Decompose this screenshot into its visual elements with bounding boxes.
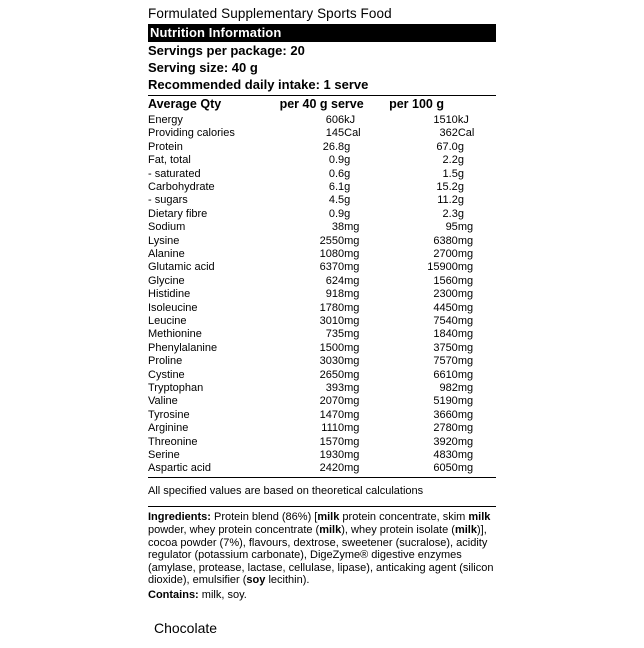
row-value-per-serve: 606 (325, 113, 345, 126)
row-value-per-100g: 3750 (433, 341, 458, 354)
row-nutrient-name: Phenylalanine (148, 341, 218, 354)
row-unit-per-serve: mg (344, 462, 360, 475)
row-nutrient-name: Fat, total (148, 154, 191, 167)
table-row (148, 462, 496, 475)
row-value-per-serve: 1110 (321, 422, 345, 435)
row-nutrient-name: Protein (148, 140, 183, 153)
row-unit-per-100g: g (457, 194, 464, 207)
row-unit-per-serve: kJ (344, 113, 356, 126)
row-unit-per-serve: g (344, 207, 351, 220)
row-nutrient-name: - saturated (148, 167, 201, 180)
row-nutrient-name: Energy (148, 113, 183, 126)
row-nutrient-name: Lysine (148, 234, 180, 247)
row-value-per-100g: 362 (439, 127, 458, 140)
row-unit-per-100g: mg (457, 274, 474, 287)
row-unit-per-100g: g (457, 180, 464, 193)
row-unit-per-100g: g (457, 140, 464, 153)
row-unit-per-100g: mg (457, 301, 474, 314)
table-row (148, 274, 496, 287)
table-row (148, 207, 496, 220)
row-value-per-serve: 6370 (319, 261, 345, 274)
row-value-per-serve: 145 (325, 127, 345, 140)
row-unit-per-serve: mg (344, 355, 360, 368)
row-value-per-100g: 1560 (433, 274, 458, 287)
table-row (148, 435, 496, 448)
row-nutrient-name: Tryptophan (148, 382, 204, 395)
row-unit-per-serve: g (344, 194, 351, 207)
row-value-per-serve: 393 (325, 382, 345, 395)
values-footnote: All specified values are based on theoretical calculations (148, 485, 424, 498)
table-row (148, 247, 496, 260)
table-row (148, 154, 496, 167)
row-nutrient-name: Glycine (148, 274, 185, 287)
serving-size: Serving size: 40 g (148, 60, 258, 75)
contains-paragraph (148, 589, 496, 602)
row-unit-per-serve: g (344, 140, 351, 153)
row-value-per-serve: 918 (325, 288, 345, 301)
table-row (148, 221, 496, 234)
row-unit-per-serve: Cal (344, 127, 361, 140)
row-unit-per-serve: mg (344, 288, 360, 301)
row-value-per-100g: 2.2 (442, 154, 458, 167)
row-unit-per-100g: mg (457, 341, 474, 354)
row-value-per-100g: 2700 (433, 247, 458, 260)
row-value-per-serve: 4.5 (328, 194, 345, 207)
row-unit-per-100g: g (457, 167, 464, 180)
ingredients-label: Ingredients: (148, 511, 211, 524)
row-value-per-serve: 1470 (319, 408, 345, 421)
row-unit-per-100g: mg (457, 408, 474, 421)
row-value-per-serve: 0.9 (328, 154, 345, 167)
row-unit-per-100g: mg (457, 422, 474, 435)
row-value-per-serve: 1930 (319, 449, 345, 462)
table-row (148, 261, 496, 274)
servings-per-package: Servings per package: 20 (148, 43, 305, 58)
row-unit-per-serve: g (344, 154, 351, 167)
table-row (148, 408, 496, 421)
row-nutrient-name: Alanine (148, 247, 185, 260)
row-value-per-100g: 4450 (433, 301, 458, 314)
row-value-per-100g: 67.0 (436, 140, 458, 153)
product-title: Formulated Supplementary Sports Food (148, 6, 392, 21)
row-unit-per-serve: mg (344, 315, 360, 327)
table-header-row (148, 96, 496, 113)
table-row (148, 180, 496, 193)
row-unit-per-serve: mg (344, 301, 360, 314)
row-value-per-100g: 2300 (433, 288, 458, 301)
row-value-per-100g: 1.5 (442, 167, 458, 180)
row-nutrient-name: Providing calories (148, 127, 235, 140)
row-value-per-serve: 0.9 (328, 207, 345, 220)
row-value-per-100g: 7540 (433, 315, 458, 327)
row-value-per-100g: 6610 (433, 368, 458, 381)
row-nutrient-name: Methionine (148, 328, 202, 341)
row-nutrient-name: Threonine (148, 435, 198, 448)
row-nutrient-name: - sugars (148, 194, 188, 207)
table-row (148, 140, 496, 153)
row-value-per-serve: 3010 (319, 315, 345, 327)
row-value-per-100g: 2.3 (442, 207, 458, 220)
table-row (148, 301, 496, 314)
row-value-per-100g: 15900 (427, 261, 458, 274)
row-unit-per-100g: mg (457, 328, 474, 341)
row-unit-per-serve: mg (344, 368, 360, 381)
row-value-per-100g: 11.2 (437, 194, 458, 207)
ingredients-paragraph (148, 511, 496, 589)
table-row (148, 382, 496, 395)
row-unit-per-100g: mg (457, 315, 474, 327)
row-unit-per-100g: mg (457, 234, 474, 247)
row-unit-per-100g: mg (457, 221, 474, 234)
row-value-per-100g: 2780 (433, 422, 458, 435)
row-value-per-100g: 3660 (433, 408, 458, 421)
row-value-per-100g: 3920 (433, 435, 458, 448)
row-value-per-100g: 95 (445, 221, 458, 234)
row-unit-per-serve: mg (344, 449, 360, 462)
row-unit-per-100g: mg (457, 261, 474, 274)
row-unit-per-serve: mg (344, 422, 360, 435)
row-value-per-serve: 2070 (319, 395, 345, 408)
ingredients-text: Protein blend (86%) [milk protein concentrate, skim milk powder, whey protein concentrate (milk), whey protein isolate (milk)], cocoa powder (7%), flavours, dextrose, sweetener (sucralose), acidity regulator (potassium carbonate), DigeZyme® digestive enzymes (amylase, protease, lactase, cellulase, lipase), anticaking agent (silicon dioxide), emulsifier (soy lecithin). (148, 511, 494, 587)
row-nutrient-name: Tyrosine (148, 408, 190, 421)
nutrition-table (148, 96, 496, 475)
row-value-per-serve: 6.1 (328, 180, 345, 193)
column-header-name: Average Qty (148, 97, 222, 111)
nutrition-label-panel (148, 0, 496, 636)
row-unit-per-100g: mg (457, 382, 474, 395)
row-value-per-100g: 982 (439, 382, 458, 395)
row-nutrient-name: Valine (148, 395, 178, 408)
row-unit-per-serve: mg (344, 408, 360, 421)
row-unit-per-serve: mg (344, 382, 360, 395)
row-nutrient-name: Cystine (148, 368, 185, 381)
table-row (148, 395, 496, 408)
row-unit-per-100g: mg (457, 288, 474, 301)
table-row (148, 127, 496, 140)
row-unit-per-serve: mg (344, 247, 360, 260)
row-unit-per-serve: mg (344, 341, 360, 354)
row-nutrient-name: Aspartic acid (148, 462, 211, 475)
row-value-per-100g: 6050 (433, 462, 458, 475)
table-row (148, 341, 496, 354)
row-value-per-serve: 3030 (319, 355, 345, 368)
row-unit-per-100g: mg (457, 368, 474, 381)
row-nutrient-name: Serine (148, 449, 180, 462)
row-value-per-serve: 735 (325, 328, 345, 341)
table-row (148, 449, 496, 462)
column-header-per-100g: per 100 g (389, 97, 444, 111)
nutrition-information-banner: Nutrition Information (148, 24, 496, 42)
table-row (148, 328, 496, 341)
row-value-per-serve: 2550 (319, 234, 345, 247)
row-unit-per-serve: mg (344, 234, 360, 247)
row-value-per-100g: 1510 (433, 113, 458, 126)
row-value-per-serve: 1080 (319, 247, 345, 260)
table-row (148, 234, 496, 247)
row-unit-per-100g: g (457, 207, 464, 220)
row-value-per-serve: 624 (325, 274, 345, 287)
table-row (148, 167, 496, 180)
contains-text: milk, soy. (198, 588, 247, 601)
table-row (148, 355, 496, 368)
row-value-per-100g: 1840 (433, 328, 458, 341)
row-value-per-serve: 38 (331, 221, 345, 234)
row-unit-per-100g: mg (457, 462, 474, 475)
table-row (148, 288, 496, 301)
row-value-per-serve: 26.8 (322, 140, 345, 153)
row-value-per-100g: 5190 (433, 395, 458, 408)
row-nutrient-name: Arginine (148, 422, 189, 435)
row-nutrient-name: Proline (148, 355, 183, 368)
row-unit-per-serve: g (344, 180, 351, 193)
recommended-daily-intake: Recommended daily intake: 1 serve (148, 77, 369, 92)
table-row (148, 422, 496, 435)
row-unit-per-serve: mg (344, 274, 360, 287)
row-nutrient-name: Glutamic acid (148, 261, 215, 274)
row-nutrient-name: Dietary fibre (148, 207, 208, 220)
row-nutrient-name: Histidine (148, 288, 191, 301)
row-unit-per-serve: g (344, 167, 351, 180)
row-nutrient-name: Leucine (148, 315, 187, 327)
row-unit-per-100g: mg (457, 435, 474, 448)
row-nutrient-name: Isoleucine (148, 301, 198, 314)
row-value-per-serve: 1500 (319, 341, 345, 354)
row-unit-per-serve: mg (344, 221, 360, 234)
row-value-per-100g: 6380 (433, 234, 458, 247)
row-unit-per-serve: mg (344, 395, 360, 408)
row-nutrient-name: Sodium (148, 221, 186, 234)
row-unit-per-serve: mg (344, 328, 360, 341)
row-unit-per-serve: mg (344, 261, 360, 274)
row-nutrient-name: Carbohydrate (148, 180, 215, 193)
row-value-per-serve: 0.6 (328, 167, 345, 180)
row-unit-per-100g: mg (457, 247, 474, 260)
row-unit-per-100g: mg (457, 355, 474, 368)
row-value-per-serve: 2650 (319, 368, 345, 381)
row-unit-per-serve: mg (344, 435, 360, 448)
row-unit-per-100g: kJ (457, 113, 469, 126)
row-value-per-serve: 1780 (319, 301, 345, 314)
row-value-per-100g: 7570 (433, 355, 458, 368)
contains-label: Contains: (148, 588, 199, 601)
table-row (148, 315, 496, 328)
row-value-per-100g: 15.2 (436, 180, 458, 193)
column-header-per-serve: per 40 g serve (279, 97, 364, 111)
row-value-per-serve: 2420 (319, 462, 345, 475)
table-row (148, 113, 496, 126)
row-unit-per-100g: mg (457, 395, 474, 408)
row-unit-per-100g: mg (457, 449, 474, 462)
flavour-name: Chocolate (154, 619, 218, 636)
table-row (148, 368, 496, 381)
row-value-per-100g: 4830 (433, 449, 458, 462)
row-unit-per-100g: Cal (457, 127, 475, 140)
row-value-per-serve: 1570 (319, 435, 345, 448)
table-row (148, 194, 496, 207)
row-unit-per-100g: g (457, 154, 464, 167)
